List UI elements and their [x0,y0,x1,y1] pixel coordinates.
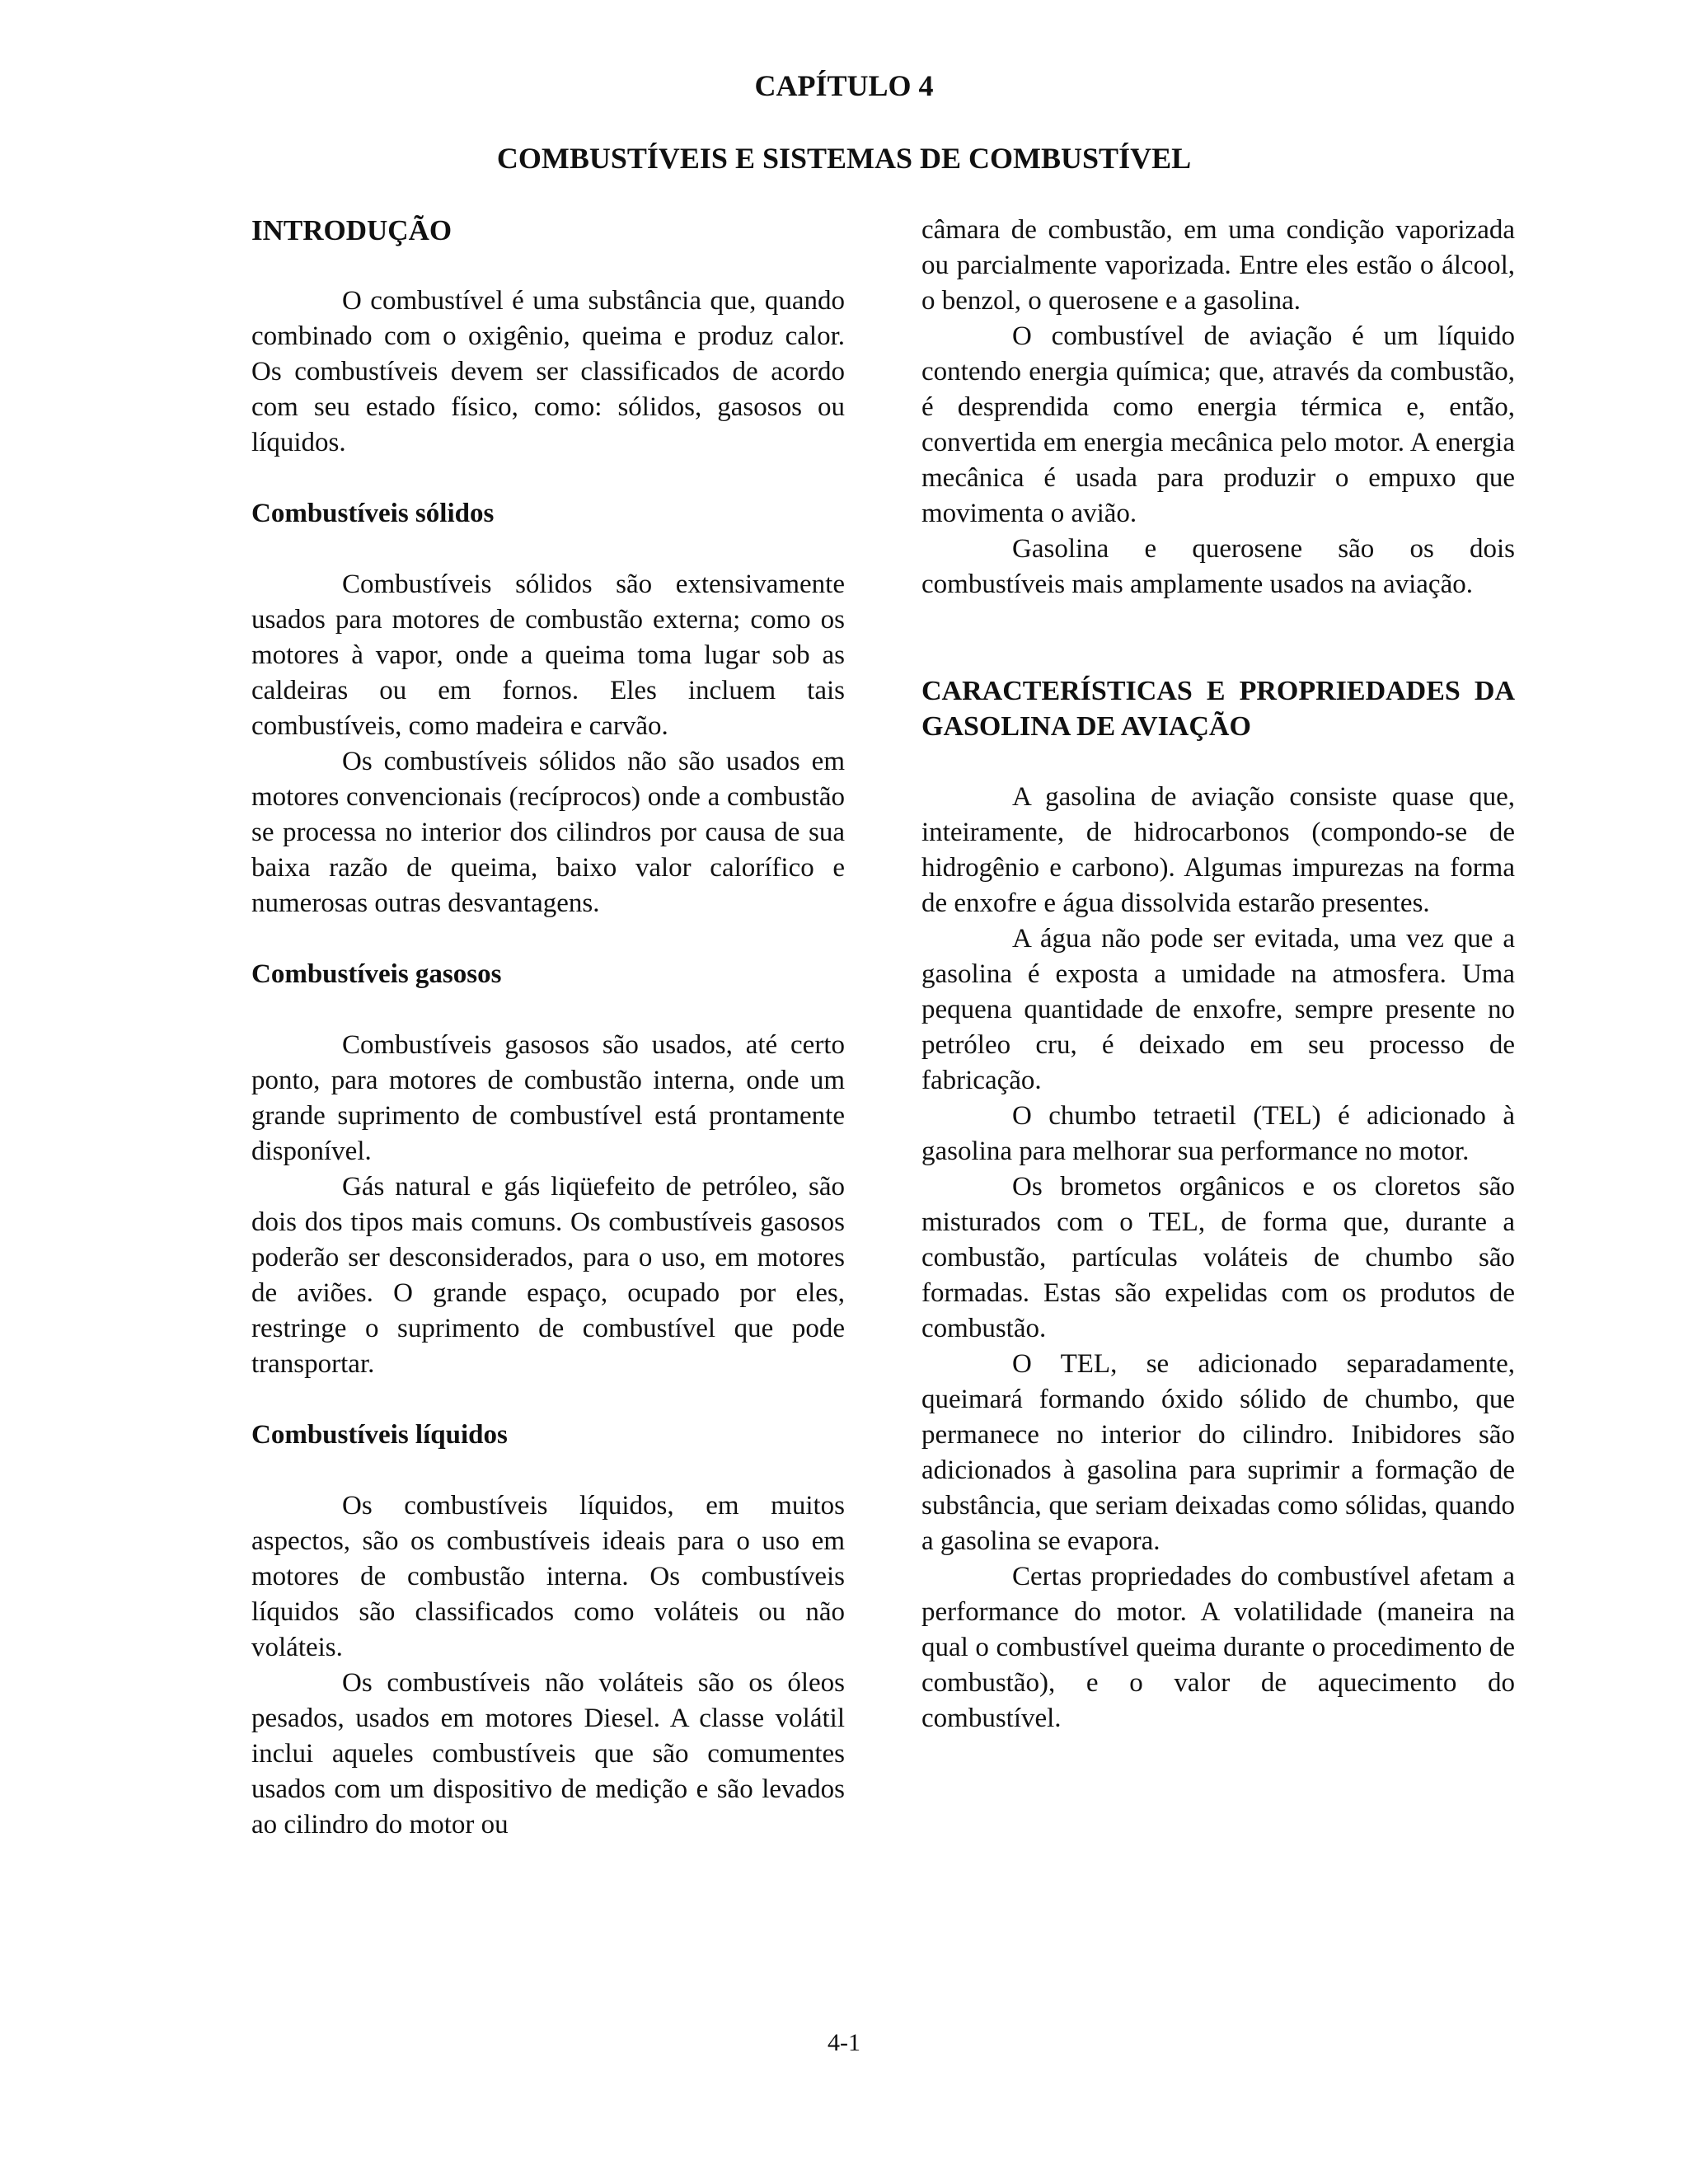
paragraph-solidos-1: Combustíveis sólidos são extensivamente usados para motores de combustão externa; como os motores à vapor, onde a queima toma lugar sob as caldeiras ou em fornos. Eles incluem tais combustíveis, como madeira e carvão. [251,569,845,741]
paragraph-liquidos-2: Os combustíveis não voláteis são os óleos pesados, usados em motores Diesel. A classe volátil inclui aqueles combustíveis que são comumentes usados com um dispositivo de medição e são levados ao cilindro do motor ou [251,1668,845,1840]
right-column [921,213,1515,1736]
left-column [251,213,845,1843]
paragraph-liquidos-1: Os combustíveis líquidos, em muitos aspectos, são os combustíveis ideais para o uso em motores de combustão interna. Os combustíveis líquidos são classificados como voláteis ou não voláteis. [251,1491,845,1662]
paragraph-propriedades-1: A gasolina de aviação consiste quase que, inteiramente, de hidrocarbonos (compondo-se de hidrogênio e carbono). Algumas impurezas na forma de enxofre e água dissolvida estarão presentes. [921,782,1515,918]
paragraph-aviacao-2: Gasolina e querosene são os dois combustíveis mais amplamente usados na aviação. [921,534,1515,599]
paragraph-intro: O combustível é uma substância que, quando combinado com o oxigênio, queima e produz calor. Os combustíveis devem ser classificados de acordo com seu estado físico, como: sólidos, gasosos ou líquidos. [251,286,845,457]
section-heading-caracteristicas: CARACTERÍSTICAS E PROPRIEDADES DA GASOLINA DE AVIAÇÃO [921,676,1515,742]
paragraph-solidos-2: Os combustíveis sólidos não são usados em motores convencionais (recíprocos) onde a combustão se processa no interior dos cilindros por causa de sua baixa razão de queima, baixo valor calorífico e numerosas outras desvantagens. [251,747,845,918]
paragraph-gasosos-2: Gás natural e gás liqüefeito de petróleo, são dois dos tipos mais comuns. Os combustíveis gasosos poderão ser desconsiderados, para o uso, em motores de aviões. O grande espaço, ocupado por eles, restringe o suprimento de combustível que pode transportar. [251,1172,845,1379]
paragraph-propriedades-3: O chumbo tetraetil (TEL) é adicionado à gasolina para melhorar sua performance no motor. [921,1101,1515,1166]
paragraph-aviacao-1: O combustível de aviação é um líquido contendo energia química; que, através da combustão, é desprendida como energia térmica e, então, convertida em energia mecânica pelo motor. A energia mecânica é usada para produzir o empuxo que movimenta o avião. [921,321,1515,528]
section-heading-introducao: INTRODUÇÃO [251,214,452,246]
subsection-heading-gasosos: Combustíveis gasosos [251,959,502,989]
chapter-label: CAPÍTULO 4 [754,69,934,102]
paragraph-gasosos-1: Combustíveis gasosos são usados, até certo ponto, para motores de combustão interna, onde um grande suprimento de combustível está prontamente disponível. [251,1030,845,1166]
paragraph-continuation: câmara de combustão, em uma condição vaporizada ou parcialmente vaporizada. Entre eles estão o álcool, o benzol, o querosene e a gasolina. [921,215,1515,316]
page-number: 4-1 [828,2029,860,2056]
paragraph-propriedades-2: A água não pode ser evitada, uma vez que a gasolina é exposta a umidade na atmosfera. Uma pequena quantidade de enxofre, sempre presente no petróleo cru, é deixado em seu processo de fabricação. [921,924,1515,1095]
paragraph-propriedades-4: Os brometos orgânicos e os cloretos são misturados com o TEL, de forma que, durante a combustão, partículas voláteis de chumbo são formadas. Estas são expelidas com os produtos de combustão. [921,1172,1515,1343]
subsection-heading-liquidos: Combustíveis líquidos [251,1420,508,1450]
paragraph-propriedades-6: Certas propriedades do combustível afetam a performance do motor. A volatilidade (maneira na qual o combustível queima durante o procedimento de combustão), e o valor de aquecimento do combustível. [921,1562,1515,1733]
paragraph-propriedades-5: O TEL, se adicionado separadamente, queimará formando óxido sólido de chumbo, que permanece no interior do cilindro. Inibidores são adicionados à gasolina para suprimir a formação de substância, que seriam deixadas como sólidas, quando a gasolina se evapora. [921,1349,1515,1556]
chapter-title: COMBUSTÍVEIS E SISTEMAS DE COMBUSTÍVEL [496,142,1192,175]
subsection-heading-solidos: Combustíveis sólidos [251,499,495,528]
